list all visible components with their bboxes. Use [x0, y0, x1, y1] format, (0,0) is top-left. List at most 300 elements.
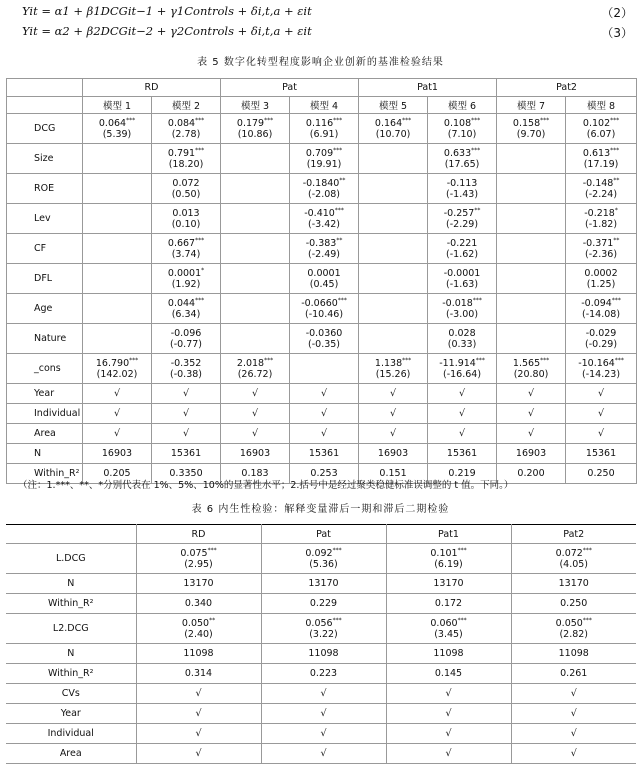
- table5-cell-tstat: (0.10): [171, 218, 201, 230]
- table5-cell-tstat: (9.70): [516, 128, 546, 140]
- table5-cell-coef: [290, 148, 358, 159]
- table5-model-7: 模型 7: [497, 97, 566, 114]
- table6-cell: [386, 614, 511, 644]
- table5-stat-cell: √: [359, 404, 428, 424]
- table5-row-label: DFL: [7, 264, 83, 294]
- table5-stat-cell: 15361: [428, 444, 497, 464]
- table5-cell-tstat: (7.10): [447, 128, 477, 140]
- table5-stat-cell: 0.219: [428, 464, 497, 484]
- table5-stat-cell: 15361: [152, 444, 221, 464]
- table5-cell-tstat: (18.20): [168, 158, 204, 170]
- table5-cell-tstat: (6.34): [171, 308, 201, 320]
- table5-cell-stars: **: [613, 176, 620, 184]
- table5-row-label: CF: [7, 234, 83, 264]
- table5-cell: [290, 324, 359, 354]
- table6-stat-cell: √: [511, 724, 636, 744]
- table5-cell-stars: ***: [126, 116, 136, 124]
- table5-cell: [566, 324, 637, 354]
- table5-cell-tstat: (-3.42): [308, 218, 341, 230]
- table5-cell-coef: [152, 298, 220, 309]
- table5-stat-label: N: [7, 444, 83, 464]
- table5-cell-stars: ***: [475, 356, 485, 364]
- table5-cell-value: 0.013: [172, 207, 200, 219]
- table5-cell-value: -0.371: [582, 237, 614, 249]
- table5-cell-tstat: (6.91): [309, 128, 339, 140]
- table5-cell-coef: [290, 268, 358, 279]
- table5-cell: [152, 354, 221, 384]
- table6-cell-stars: ***: [457, 546, 467, 554]
- table5-cell: [428, 324, 497, 354]
- table5-cell: [152, 204, 221, 234]
- table6-cell-tstat: (5.36): [309, 558, 338, 570]
- table5-cell-value: 0.102: [582, 117, 611, 129]
- table5-cell-stars: ***: [264, 116, 274, 124]
- table5-cell-coef: [428, 328, 496, 339]
- table5-cell-value: -0.094: [581, 297, 612, 309]
- table5-cell-coef: [152, 358, 220, 369]
- table5-cell-stars: **: [474, 206, 481, 214]
- table6-cell-coef: [512, 548, 637, 559]
- table5-cell-value: -0.0660: [301, 297, 338, 309]
- table5-cell: [83, 264, 152, 294]
- table5-cell-tstat: (17.19): [583, 158, 619, 170]
- table5-cell-coef: [83, 118, 151, 129]
- table5-cell-coef: [428, 118, 496, 129]
- table5-cell-value: 0.0001: [167, 267, 202, 279]
- table5-cell-tstat: (-0.35): [308, 338, 341, 350]
- table6-stat-cell: 11098: [136, 644, 261, 664]
- table5-cell: [497, 144, 566, 174]
- table5-cell-value: -0.257: [443, 207, 475, 219]
- table5-cell-value: -0.113: [446, 177, 478, 189]
- table5-cell: [497, 354, 566, 384]
- table5-cell-value: 0.709: [305, 147, 334, 159]
- table5-model-3: 模型 3: [221, 97, 290, 114]
- table5-stat-cell: 0.3350: [152, 464, 221, 484]
- table5-cell: [83, 144, 152, 174]
- table5-cell: [221, 324, 290, 354]
- table5-cell: [566, 114, 637, 144]
- table5-cell-value: -11.914: [439, 357, 476, 369]
- table6-cell-tstat: (2.82): [559, 628, 589, 640]
- table6-stat-row: [6, 744, 636, 764]
- table5-cell-tstat: (19.91): [306, 158, 342, 170]
- table5-row: [7, 324, 637, 354]
- table6-cell-stars: ***: [457, 616, 467, 624]
- table5-cell: [359, 114, 428, 144]
- table5-cell: [221, 264, 290, 294]
- table5-cell-coef: [566, 268, 636, 279]
- table5-cell: [428, 354, 497, 384]
- table5-cell-value: 0.613: [582, 147, 611, 159]
- table6-stat-cell: 0.172: [386, 594, 511, 614]
- table6-cell-value: 0.050: [555, 617, 583, 629]
- table5-corner-2: [7, 97, 83, 114]
- table5-stat-cell: 0.200: [497, 464, 566, 484]
- table5-cell-value: 16.790: [95, 357, 130, 369]
- table5-stat-cell: √: [83, 384, 152, 404]
- table5-cell-coef: [221, 358, 289, 369]
- table6-header-1: Pat: [261, 525, 386, 544]
- table5-stat-cell: √: [152, 424, 221, 444]
- table6-stat-cell: 11098: [386, 644, 511, 664]
- table6-cell-tstat: (4.05): [559, 558, 589, 570]
- table5-cell-coef: [152, 178, 220, 189]
- table5-cell-coef: [566, 178, 636, 189]
- table5-cell: [152, 144, 221, 174]
- table5-cell: [359, 294, 428, 324]
- table6-stat-cell: 13170: [136, 574, 261, 594]
- table5-cell-tstat: (20.80): [513, 368, 549, 380]
- table6-cell: [511, 544, 636, 574]
- equation-2: Yit = α1 + β1DCGit−1 + γ1Controls + δi,t,a + εit: [22, 4, 312, 18]
- table5-cell-value: -10.164: [578, 357, 615, 369]
- table5-cell: [497, 294, 566, 324]
- table5-cell-stars: ***: [333, 146, 343, 154]
- table5-cell: [221, 144, 290, 174]
- table5-cell-tstat: (-2.49): [308, 248, 341, 260]
- table5-cell-coef: [152, 268, 220, 279]
- table6-cell: [261, 614, 386, 644]
- table5-cell-value: -0.218: [584, 207, 615, 219]
- table6-stat-cell: √: [136, 744, 261, 764]
- table6-stat-label: Year: [6, 704, 136, 724]
- table5-cell: [428, 114, 497, 144]
- table5-row-label: Age: [7, 294, 83, 324]
- table5-cell: [290, 234, 359, 264]
- table5-stat-cell: √: [566, 424, 637, 444]
- table5-row: [7, 144, 637, 174]
- table5-cell-coef: [359, 358, 427, 369]
- table5-row: [7, 354, 637, 384]
- table5-cell-tstat: (-1.82): [585, 218, 618, 230]
- table6-cell-coef: [262, 618, 386, 629]
- table5-row: [7, 264, 637, 294]
- table5-cell-tstat: (-2.24): [585, 188, 618, 200]
- table6-header: [6, 525, 636, 544]
- table6-cell-coef: [387, 548, 511, 559]
- table6-stat-label: CVs: [6, 684, 136, 704]
- table5-note: （注：1.***、**、*分别代表在 1%、5%、10%的显著性水平；2.括号中是经过聚类稳健标准误调整的 t 值。下同。）: [18, 480, 514, 491]
- table5-row-label: _cons: [7, 354, 83, 384]
- table5-cell: [566, 204, 637, 234]
- table5-cell-coef: [428, 358, 496, 369]
- table5-cell: [566, 354, 637, 384]
- table5-stat-cell: 0.151: [359, 464, 428, 484]
- table5-cell-value: -0.383: [305, 237, 337, 249]
- table6-stat-cell: √: [386, 724, 511, 744]
- table5-cell-value: 0.116: [305, 117, 334, 129]
- table6-stat-cell: 11098: [261, 644, 386, 664]
- table5-cell: [152, 114, 221, 144]
- table5-cell-coef: [290, 238, 358, 249]
- table5-cell: [221, 354, 290, 384]
- table5-cell-coef: [290, 118, 358, 129]
- table5-cell: [290, 174, 359, 204]
- table6-header-0: RD: [136, 525, 261, 544]
- table5-cell: [152, 294, 221, 324]
- table5-stat-cell: √: [221, 384, 290, 404]
- table6-stat-cell: 0.314: [136, 664, 261, 684]
- table5-cell-stars: ***: [540, 356, 550, 364]
- table5-cell: [428, 144, 497, 174]
- table5-cell-coef: [566, 148, 636, 159]
- table5-cell-stars: ***: [614, 356, 624, 364]
- table5-cell-value: 0.164: [374, 117, 403, 129]
- table5-cell-coef: [566, 298, 636, 309]
- table5-cell-coef: [428, 268, 496, 279]
- table5-cell-coef: [428, 208, 496, 219]
- table5-row-label: Nature: [7, 324, 83, 354]
- table6-stat-cell: √: [261, 704, 386, 724]
- table6-cell-tstat: (6.19): [434, 558, 463, 570]
- table5-cell-tstat: (1.92): [171, 278, 201, 290]
- table5-cell-tstat: (10.86): [237, 128, 273, 140]
- table5-stat-cell: 16903: [221, 444, 290, 464]
- table5-stat-cell: √: [497, 384, 566, 404]
- table5-cell-tstat: (1.25): [586, 278, 616, 290]
- table5-stat-cell: √: [83, 404, 152, 424]
- table5-cell-value: -0.1840: [302, 177, 340, 189]
- table5-cell-tstat: (26.72): [237, 368, 273, 380]
- table6-stat-cell: √: [386, 704, 511, 724]
- table5-cell-value: -0.221: [446, 237, 478, 249]
- table5-stat-cell: √: [428, 384, 497, 404]
- table5-cell: [359, 264, 428, 294]
- table5-cell: [83, 114, 152, 144]
- table5-cell-stars: ***: [402, 116, 412, 124]
- table5-cell-tstat: (-2.08): [308, 188, 341, 200]
- table6-stat-cell: √: [136, 704, 261, 724]
- table6-stat-cell: 13170: [261, 574, 386, 594]
- table5-cell-stars: ***: [402, 356, 412, 364]
- table5-stat-cell: 16903: [83, 444, 152, 464]
- table5-cell-stars: **: [613, 236, 620, 244]
- table5-cell: [152, 174, 221, 204]
- table5-group-1: Pat: [221, 79, 359, 97]
- table5-cell-tstat: (-1.43): [446, 188, 479, 200]
- table5-stat-cell: √: [359, 384, 428, 404]
- table5-cell-value: -0.018: [442, 297, 473, 309]
- table5-cell-stars: ***: [472, 296, 482, 304]
- table5-cell-value: 0.158: [512, 117, 541, 129]
- table5-cell: [497, 234, 566, 264]
- table6-stat-cell: √: [261, 744, 386, 764]
- table6-stat-cell: 0.229: [261, 594, 386, 614]
- table5-row: [7, 294, 637, 324]
- table5-row-label: Size: [7, 144, 83, 174]
- table6-stat-row: [6, 664, 636, 684]
- table5-group-header: [7, 79, 637, 97]
- table5-stat-cell: √: [290, 384, 359, 404]
- table5-cell-stars: ***: [195, 296, 205, 304]
- table5-caption: 表 5 数字化转型程度影响企业创新的基准检验结果: [197, 57, 444, 68]
- table5-cell: [566, 234, 637, 264]
- table5-cell-tstat: (-10.46): [305, 308, 344, 320]
- table5-cell-tstat: (-0.29): [585, 338, 618, 350]
- table5-stat-cell: 0.183: [221, 464, 290, 484]
- table5-cell-coef: [566, 118, 636, 129]
- table6-stat-cell: √: [136, 684, 261, 704]
- table5-cell-coef: [83, 358, 151, 369]
- table5-cell-tstat: (2.78): [171, 128, 201, 140]
- table5: [6, 78, 637, 484]
- table5-cell: [359, 174, 428, 204]
- table5-cell: [290, 114, 359, 144]
- table5-stat-label: Individual: [7, 404, 83, 424]
- table5-cell: [566, 144, 637, 174]
- table5-cell-coef: [566, 208, 636, 219]
- table6-stat-label: Area: [6, 744, 136, 764]
- table5-cell-stars: *: [201, 266, 205, 274]
- table6-header-2: Pat1: [386, 525, 511, 544]
- table5-stat-cell: √: [152, 384, 221, 404]
- table5-cell-coef: [152, 208, 220, 219]
- table5-cell-coef: [497, 118, 565, 129]
- table5-cell-coef: [221, 118, 289, 129]
- table5-cell: [566, 174, 637, 204]
- table5-group-3: Pat2: [497, 79, 637, 97]
- table6-cell-stars: **: [209, 616, 216, 624]
- table6-stat-cell: √: [136, 724, 261, 744]
- table5-cell-tstat: (6.07): [586, 128, 616, 140]
- table5-cell-coef: [428, 238, 496, 249]
- table5-cell-value: 1.565: [512, 357, 541, 369]
- table5-cell-tstat: (5.39): [102, 128, 132, 140]
- table5-cell: [221, 294, 290, 324]
- table5-cell-value: 0.0001: [307, 267, 341, 279]
- table6-row-label: L.DCG: [6, 544, 136, 574]
- table6-cell-stars: ***: [332, 546, 342, 554]
- table6-stat-cell: 0.145: [386, 664, 511, 684]
- table5-cell: [290, 294, 359, 324]
- table5-cell-tstat: (15.26): [375, 368, 411, 380]
- table6-cell-tstat: (3.22): [309, 628, 338, 640]
- table5-model-header: [7, 97, 637, 114]
- table5-cell-stars: ***: [334, 206, 344, 214]
- table6-cell-stars: ***: [332, 616, 342, 624]
- table5-cell-coef: [359, 118, 427, 129]
- table5-cell-value: -0.352: [170, 357, 202, 369]
- table6-caption: 表 6 内生性检验：解释变量滞后一期和滞后二期检验: [191, 504, 450, 515]
- table5-stat-label: Area: [7, 424, 83, 444]
- table6-cell-coef: [262, 548, 386, 559]
- table5-stat-row: [7, 384, 637, 404]
- table5-cell: [290, 354, 359, 384]
- table5-row: [7, 174, 637, 204]
- table5-cell-coef: [152, 118, 220, 129]
- table5-stat-cell: √: [290, 404, 359, 424]
- table5-cell-tstat: (0.33): [447, 338, 477, 350]
- table5-cell-tstat: (-0.77): [170, 338, 202, 350]
- table5-cell: [566, 294, 637, 324]
- table6-stat-row: [6, 644, 636, 664]
- table5-cell-value: 0.028: [448, 327, 476, 339]
- table5-cell-value: 0.179: [236, 117, 265, 129]
- table5-row-label: DCG: [7, 114, 83, 144]
- table5-cell: [359, 144, 428, 174]
- table5-stat-cell: √: [359, 424, 428, 444]
- table5-stat-cell: √: [497, 424, 566, 444]
- table5-group-2: Pat1: [359, 79, 497, 97]
- table5-cell-tstat: (-14.08): [582, 308, 621, 320]
- table5-cell: [152, 264, 221, 294]
- table5-cell-value: 0.084: [167, 117, 196, 129]
- table5-cell: [497, 324, 566, 354]
- table5-cell-stars: *: [614, 206, 618, 214]
- table5-cell-stars: ***: [195, 146, 205, 154]
- table6-stat-row: [6, 574, 636, 594]
- equation-2-number: （2）: [601, 6, 633, 20]
- table5-cell: [497, 204, 566, 234]
- table5-model-8: 模型 8: [566, 97, 637, 114]
- table6: [6, 524, 636, 764]
- table5-cell: [428, 234, 497, 264]
- table5-stat-label: Within_R²: [7, 464, 83, 484]
- table6-cell: [261, 544, 386, 574]
- table5-stat-cell: √: [83, 424, 152, 444]
- table5-cell-value: -0.029: [585, 327, 617, 339]
- table5-cell-tstat: (3.74): [171, 248, 201, 260]
- table5-cell-value: 0.667: [167, 237, 196, 249]
- table5-model-4: 模型 4: [290, 97, 359, 114]
- table6-row: [6, 614, 636, 644]
- table5-cell: [359, 354, 428, 384]
- table5-cell-coef: [566, 358, 636, 369]
- table5-cell-coef: [566, 238, 636, 249]
- table6-cell-coef: [387, 618, 511, 629]
- table5-cell-coef: [152, 328, 220, 339]
- table5-cell-value: -0.0001: [443, 267, 481, 279]
- equation-3: Yit = α2 + β2DCGit−2 + γ2Controls + δi,t,a + εit: [22, 24, 312, 38]
- table5-cell: [83, 174, 152, 204]
- table6-stat-label: Within_R²: [6, 594, 136, 614]
- table5-cell: [497, 174, 566, 204]
- table6-stat-cell: 13170: [511, 574, 636, 594]
- table5-group-0: RD: [83, 79, 221, 97]
- table5-stat-cell: 0.205: [83, 464, 152, 484]
- table5-cell: [428, 294, 497, 324]
- table5-cell-tstat: (0.50): [171, 188, 201, 200]
- table5-stat-row: [7, 444, 637, 464]
- table5-cell: [221, 114, 290, 144]
- table5-stat-label: Year: [7, 384, 83, 404]
- table5-stat-cell: √: [428, 404, 497, 424]
- table5-cell-value: 0.064: [98, 117, 127, 129]
- table5-cell-coef: [290, 178, 358, 189]
- table5-cell-value: 0.108: [443, 117, 472, 129]
- table6-cell: [511, 614, 636, 644]
- table6-cell-stars: ***: [582, 546, 592, 554]
- table6-row: [6, 544, 636, 574]
- table5-stat-cell: √: [152, 404, 221, 424]
- table5-cell-tstat: (-2.29): [446, 218, 479, 230]
- table5-cell: [83, 234, 152, 264]
- table6-stat-label: N: [6, 574, 136, 594]
- table5-cell: [428, 174, 497, 204]
- table5-corner: [7, 79, 83, 97]
- table5-cell-coef: [290, 298, 358, 309]
- table5-cell-stars: ***: [610, 116, 620, 124]
- table5-row: [7, 114, 637, 144]
- table5-cell-stars: ***: [471, 116, 481, 124]
- table6-cell-value: 0.092: [305, 547, 333, 559]
- table5-cell-tstat: (-1.63): [446, 278, 479, 290]
- table5-cell-coef: [290, 208, 358, 219]
- table5-stat-cell: 16903: [359, 444, 428, 464]
- table5-cell-stars: ***: [610, 146, 620, 154]
- table5-cell-stars: **: [339, 176, 346, 184]
